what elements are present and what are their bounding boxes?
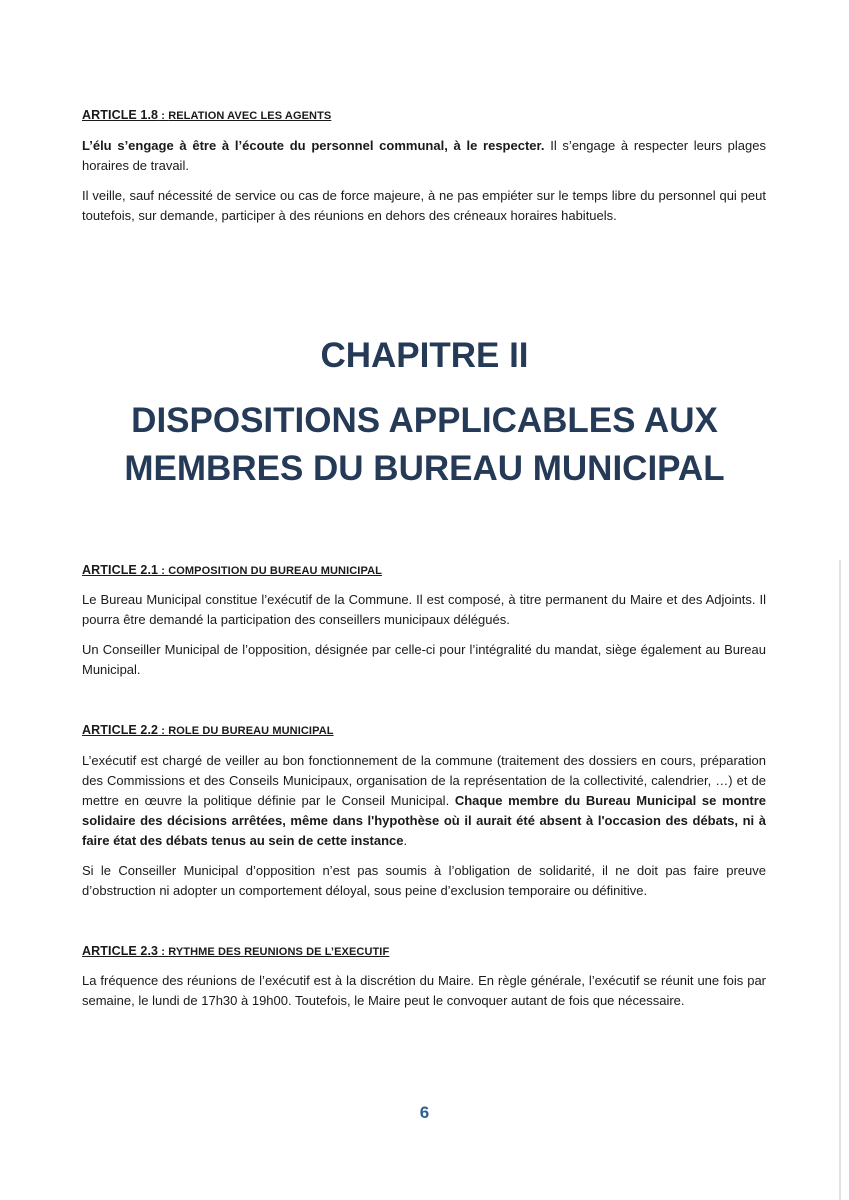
article-1-8-bold-statement: L’élu s’engage à être à l’écoute du personnel communal, à le respecter. xyxy=(82,138,545,153)
article-1-8-p1-rest: Il s’engage à respecter leurs plages horaires de travail. xyxy=(82,138,766,173)
article-2-2-separator: : xyxy=(158,725,169,737)
article-2-2-paragraph-2: Si le Conseiller Municipal d’opposition n’est pas soumis à l’obligation de solidarité, il ne doit pas faire preuve d’obstruction ni adopter un comportement déloyal, sous peine d’exclusion temporaire ou définitive. xyxy=(82,863,766,898)
article-1-8-paragraph-2: Il veille, sauf nécessité de service ou cas de force majeure, à ne pas empiéter sur le temps libre du personnel qui peut toutefois, sur demande, participer à des réunions en dehors des créneaux horaires habituels. xyxy=(82,188,766,223)
article-2-3-paragraph-1: La fréquence des réunions de l’exécutif est à la discrétion du Maire. En règle générale, l’exécutif se réunit une fois par semaine, le lundi de 17h30 à 19h00. Toutefois, le Maire peut le convoquer autant de fois que nécessaire. xyxy=(82,973,766,1008)
article-2-1-title: COMPOSITION DU BUREAU MUNICIPAL xyxy=(168,565,382,577)
article-2-2-bold-statement: Chaque membre du Bureau Municipal se montre solidaire des décisions arrêtées, même dans l'hypothèse où il aurait été absent à l'occasion des débats, ni à faire état des débats tenus au sein de cette instance xyxy=(82,793,767,848)
article-2-3-title: RYTHME DES REUNIONS DE L’EXECUTIF xyxy=(168,946,390,958)
article-1-8-number: ARTICLE 1.8 xyxy=(82,108,159,122)
article-2-3-heading xyxy=(82,944,389,958)
article-2-2-number: ARTICLE 2.2 xyxy=(82,723,159,737)
article-2-1-number: ARTICLE 2.1 xyxy=(82,563,159,577)
article-2-2-title: ROLE DU BUREAU MUNICIPAL xyxy=(168,725,334,737)
article-1-8-heading xyxy=(82,108,331,122)
article-2-1-paragraph-1: Le Bureau Municipal constitue l’exécutif de la Commune. Il est composé, à titre permanent du Maire et des Adjoints. Il pourra être demandé la participation des conseillers municipaux délégués. xyxy=(82,592,766,627)
article-2-3-separator: : xyxy=(158,946,169,958)
article-2-2-p1-text: L’exécutif est chargé de veiller au bon fonctionnement de la commune (traitement des dossiers en cours, préparation des Commissions et des Conseils Municipaux, organisation de la représentation de la collectivité, calendrier, …) et de mettre en œuvre la politique définie par le Conseil Municipal. xyxy=(82,753,766,808)
chapter-number: CHAPITRE II xyxy=(320,336,529,375)
article-2-1-separator: : xyxy=(158,565,169,577)
chapter-title xyxy=(0,397,849,493)
article-2-2-heading xyxy=(82,723,334,737)
article-2-1-paragraph-2: Un Conseiller Municipal de l’opposition, désignée par celle-ci pour l’intégralité du mandat, siège également au Bureau Municipal. xyxy=(82,642,766,677)
chapter-title-line-1: DISPOSITIONS APPLICABLES AUX xyxy=(131,401,718,440)
page-number: 6 xyxy=(419,1103,430,1122)
article-2-3-number: ARTICLE 2.3 xyxy=(82,944,159,958)
article-1-8-paragraph-1 xyxy=(82,136,766,176)
article-2-2-paragraph-1 xyxy=(82,751,766,851)
article-2-2-p1-end: . xyxy=(403,833,408,848)
article-2-1-heading xyxy=(82,563,382,577)
article-1-8-separator: : xyxy=(158,110,169,122)
chapter-title-line-2: MEMBRES DU BUREAU MUNICIPAL xyxy=(124,449,725,488)
article-1-8-title: RELATION AVEC LES AGENTS xyxy=(168,110,332,122)
